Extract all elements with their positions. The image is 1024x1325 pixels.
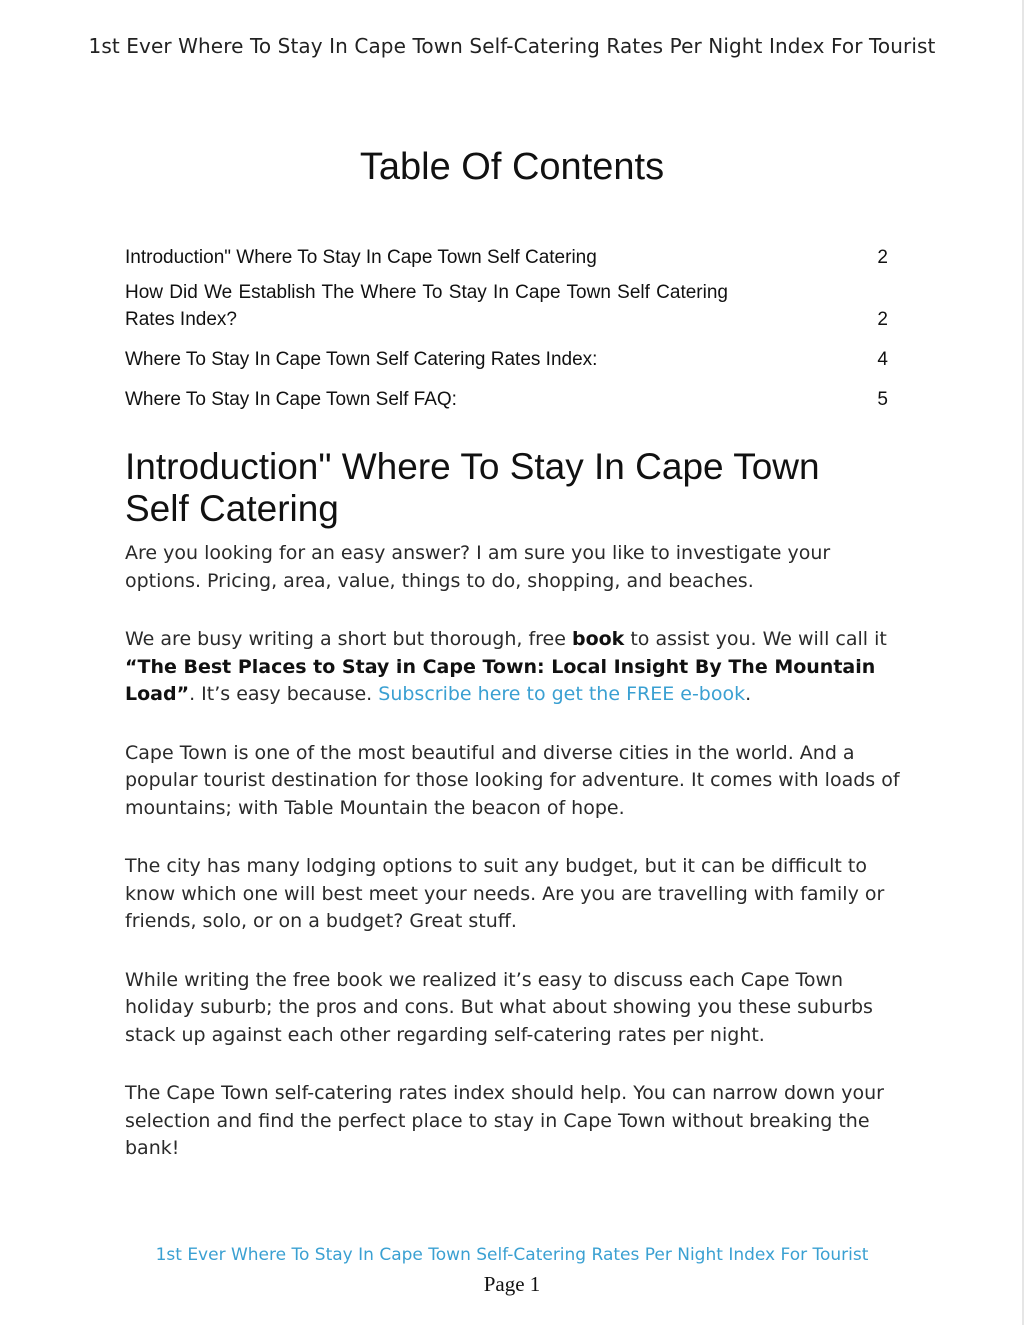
page-number: Page 1 xyxy=(483,1272,541,1296)
paragraph-text: to assist you. We will call it xyxy=(624,628,887,650)
paragraph: Cape Town is one of the most beautiful and diverse cities in the world. And a popular tourist destination for those looking for adventure. It comes with loads of mountains; with Table Mountain the beacon of hope. xyxy=(125,741,900,819)
toc-entry-page: 4 xyxy=(877,349,888,370)
paragraph: Are you looking for an easy answer? I am sure you like to investigate your options. Pricing, area, value, things to do, shopping, and beaches. xyxy=(125,542,831,592)
toc-heading: Table Of Contents xyxy=(359,146,665,188)
body-text xyxy=(125,540,900,1194)
toc-entry[interactable] xyxy=(125,244,888,271)
book-title: “The Best Places to Stay in Cape Town: Local Insight By The Mountain Load” xyxy=(125,655,876,705)
toc-entry-title[interactable]: Where To Stay In Cape Town Self FAQ: xyxy=(125,389,457,410)
table-of-contents xyxy=(125,244,888,413)
toc-entry-title[interactable]: Where To Stay In Cape Town Self Catering Rates Index: xyxy=(125,349,598,370)
bold-text: book xyxy=(571,628,625,650)
toc-entry-title[interactable]: Introduction" Where To Stay In Cape Town Self Catering xyxy=(125,247,597,268)
running-footer-link[interactable]: 1st Ever Where To Stay In Cape Town Self-Catering Rates Per Night Index For Tourist xyxy=(155,1245,869,1265)
paragraph-text: . It’s easy because. xyxy=(189,683,379,705)
toc-entry-title[interactable]: How Did We Establish The Where To Stay In Cape Town Self Catering Rates Index? xyxy=(125,282,728,330)
toc-entry[interactable] xyxy=(125,279,888,333)
paragraph: The Cape Town self-catering rates index should help. You can narrow down your selection and find the perfect place to stay in Cape Town without breaking the bank! xyxy=(125,1082,884,1159)
paragraph: While writing the free book we realized it’s easy to discuss each Cape Town holiday suburb; the pros and cons. But what about showing you these suburbs stack up against each other regarding self-catering rates per night. xyxy=(125,968,873,1046)
paragraph-text: . xyxy=(745,683,752,705)
paragraph-text: We are busy writing a short but thorough, free xyxy=(125,628,572,650)
toc-entry[interactable] xyxy=(125,386,888,413)
toc-entry-page: 2 xyxy=(877,247,888,268)
paragraph: The city has many lodging options to suit any budget, but it can be difficult to know which one will best meet your needs. Are you are travelling with family or friends, solo, or on a budget? Great stuff. xyxy=(125,855,885,932)
toc-entry-page: 5 xyxy=(877,389,888,410)
toc-entry-page: 2 xyxy=(877,309,888,330)
running-header: 1st Ever Where To Stay In Cape Town Self-Catering Rates Per Night Index For Tourist xyxy=(88,34,936,58)
toc-entry[interactable] xyxy=(125,346,888,373)
subscribe-link[interactable]: Subscribe here to get the FREE e-book xyxy=(378,683,746,705)
paragraph xyxy=(125,626,900,709)
section-heading: Introduction" Where To Stay In Cape Town Self Catering xyxy=(125,446,820,529)
